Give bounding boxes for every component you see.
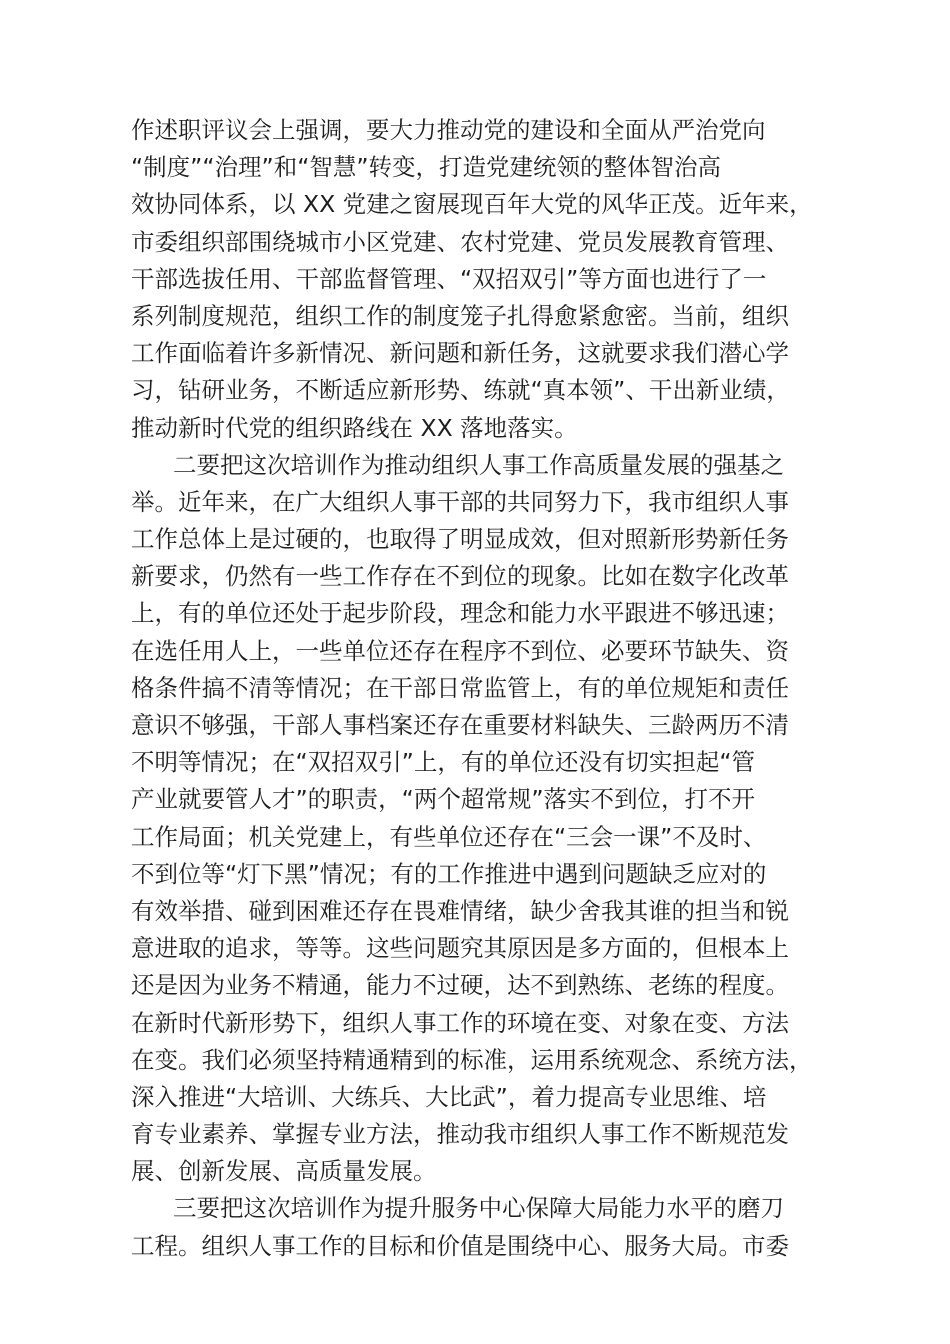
- paragraph-first-line: 二要把这次培训作为推动组织人事工作高质量发展的强基之: [173, 450, 784, 479]
- text-line: 系列制度规范，组织工作的制度笼子扎得愈紧愈密。当前，组织: [131, 301, 789, 330]
- text-line: 意识不够强，干部人事档案还存在重要材料缺失、三龄两历不清: [131, 711, 789, 739]
- text-line: 效协同体系，以 XX 党建之窗展现百年大党的风华正茂。近年来，: [131, 190, 813, 219]
- text-line: 习，钻研业务，不断适应新形势、练就“真本领”、干出新业绩，: [131, 376, 790, 405]
- text-line: 作述职评议会上强调，要大力推动党的建设和全面从严治党向: [131, 116, 766, 144]
- text-line: 不到位等“灯下黑”情况；有的工作推进中遇到问题缺乏应对的: [131, 859, 767, 888]
- text-line: 意进取的追求，等等。这些问题究其原因是多方面的，但根本上: [131, 934, 789, 963]
- text-line: 工作局面；机关党建上，有些单位还存在“三会一课”不及时、: [131, 822, 767, 851]
- text-line: 新要求，仍然有一些工作存在不到位的现象。比如在数字化改革: [131, 562, 789, 591]
- text-line: 在变。我们必须坚持精通精到的标准，运用系统观念、系统方法，: [131, 1045, 813, 1074]
- text-line: 在选任用人上，一些单位还存在程序不到位、必要环节缺失、资: [131, 636, 789, 665]
- text-line: 产业就要管人才”的职责，“两个超常规”落实不到位，打不开: [131, 785, 756, 814]
- text-line: 干部选拔任用、干部监督管理、“双招双引”等方面也进行了一: [131, 264, 767, 293]
- text-line: 展、创新发展、高质量发展。: [131, 1157, 437, 1186]
- text-line: 在新时代新形势下，组织人事工作的环境在变、对象在变、方法: [131, 1008, 789, 1037]
- text-line: 市委组织部围绕城市小区党建、农村党建、党员发展教育管理、: [131, 227, 789, 256]
- text-line: “制度”“治理”和“智慧”转变，打造党建统领的整体智治高: [131, 153, 722, 182]
- text-line: 格条件搞不清等情况；在干部日常监管上，有的单位规矩和责任: [131, 673, 789, 702]
- text-line: 深入推进“大培训、大练兵、大比武”，着力提高专业思维、培: [131, 1082, 767, 1111]
- text-line: 工作面临着许多新情况、新问题和新任务，这就要求我们潜心学: [131, 339, 789, 368]
- document-body-text: [131, 112, 871, 1265]
- text-line: 育专业素养、掌握专业方法，推动我市组织人事工作不断规范发: [131, 1120, 789, 1149]
- text-line: 上，有的单位还处于起步阶段，理念和能力水平跟进不够迅速；: [131, 599, 789, 628]
- paragraph-first-line: 三要把这次培训作为提升服务中心保障大局能力水平的磨刀: [173, 1194, 784, 1223]
- text-line: 不明等情况；在“双招双引”上，有的单位还没有切实担起“管: [131, 748, 756, 777]
- text-line: 推动新时代党的组织路线在 XX 落地落实。: [131, 413, 578, 442]
- text-line: 举。近年来，在广大组织人事干部的共同努力下，我市组织人事: [131, 487, 789, 516]
- text-line: 工作总体上是过硬的，也取得了明显成效，但对照新形势新任务: [131, 525, 789, 554]
- text-line: 有效举措、碰到困难还存在畏难情绪，缺少舍我其谁的担当和锐: [131, 896, 789, 925]
- text-line: 工程。组织人事工作的目标和价值是围绕中心、服务大局。市委: [131, 1231, 789, 1260]
- text-line: 还是因为业务不精通，能力不过硬，达不到熟练、老练的程度。: [131, 971, 789, 1000]
